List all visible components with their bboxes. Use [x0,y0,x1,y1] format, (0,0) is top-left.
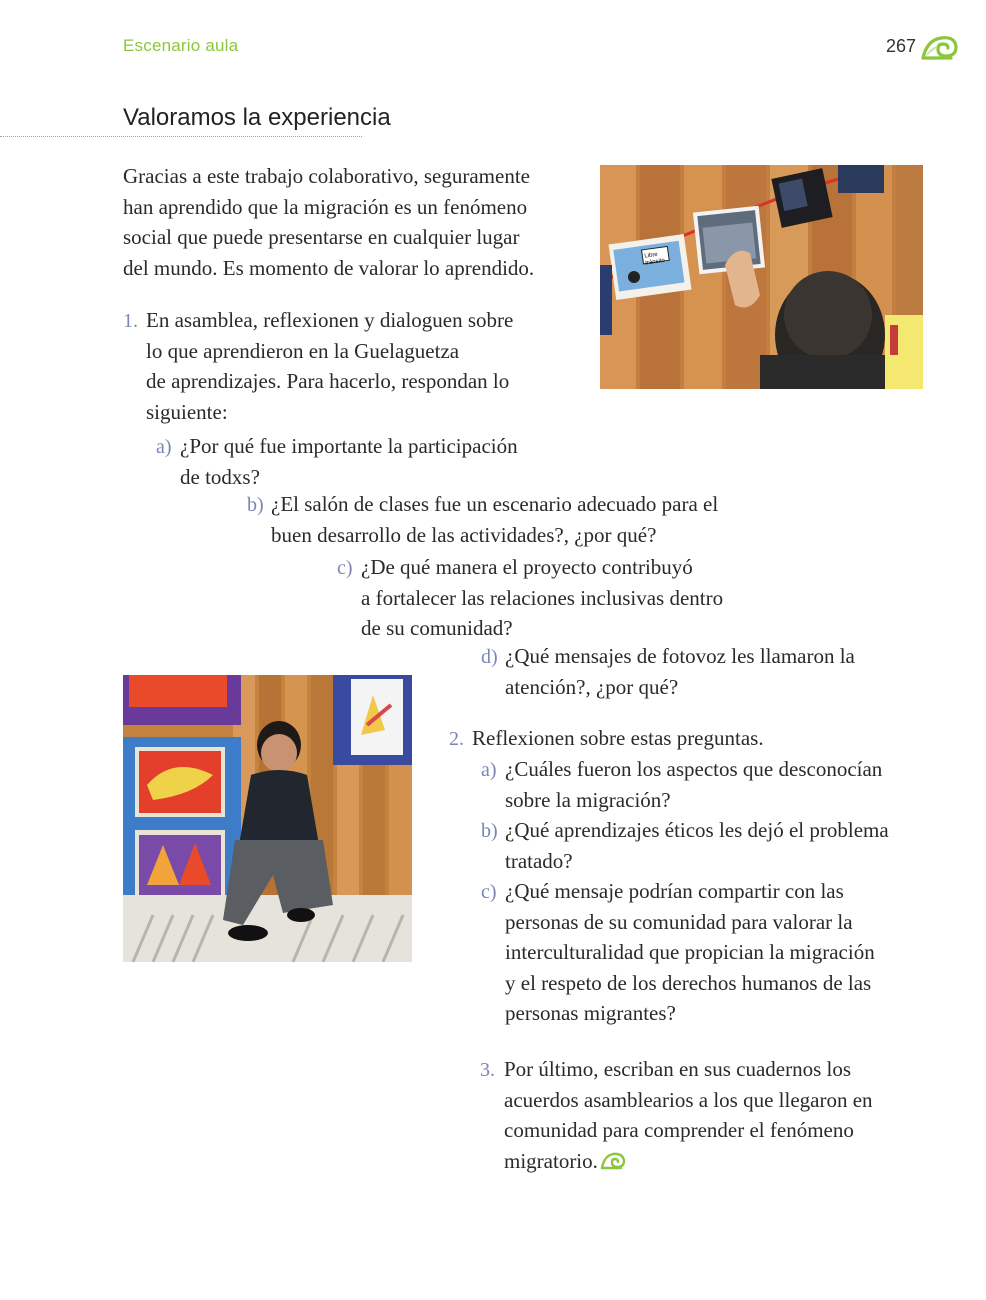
item1a-line: ¿Por qué fue importante la participación [180,434,518,458]
item2c-line: personas de su comunidad para valorar la [505,909,853,934]
item2c-line: personas migrantes? [505,1001,676,1025]
page-number: 267 [886,36,917,56]
list-letter: c) [337,557,353,579]
list-number: 2. [449,728,464,750]
list-letter: a) [156,436,172,458]
photo-boy-with-artwork-image [123,675,412,962]
item2-text [472,723,764,754]
item2a-line: ¿Cuáles fueron los aspectos que desconocían [505,757,883,781]
item1a-text [180,431,518,492]
list-letter: d) [481,646,498,668]
item3-last-line [504,1146,873,1177]
item1c-text [361,552,723,644]
item2a-text [505,754,882,815]
item2c-line: y el respeto de los derechos humanos de las [505,970,872,995]
list-number: 3. [480,1059,495,1081]
section-title: Valoramos la experiencia [123,104,391,131]
list-letter: b) [481,820,498,842]
item2-line: Reflexionen sobre estas preguntas. [472,726,764,750]
item3-line: migratorio. [504,1148,598,1173]
intro-line: Gracias a este trabajo colaborativo, seguramente [123,164,530,188]
photo-card-text: tránsito [645,257,666,267]
item3-line: Por último, escriban en sus cuadernos los [504,1057,852,1081]
list-number: 1. [123,310,138,332]
photo-student-gallery-wall [600,165,923,389]
item3-line: comunidad para comprender el fenómeno [504,1118,854,1142]
item1-line: En asamblea, reflexionen y dialoguen sobre [146,308,514,332]
photo-student-gallery-wall-image [600,165,923,389]
item1-line: siguiente: [146,399,228,424]
list-letter: a) [481,759,497,781]
item1d-line: ¿Qué mensajes de fotovoz les llamaron la [505,644,855,668]
item3-line: acuerdos asamblearios a los que llegaron en [504,1087,873,1112]
list-letter: b) [247,494,264,516]
item1c-line: ¿De qué manera el proyecto contribuyó [361,555,693,579]
item1d-text [505,641,855,702]
item1b-text [271,489,718,550]
header-section-name: Escenario aula [123,36,239,55]
title-divider [0,136,362,137]
item1d-line: atención?, ¿por qué? [505,674,679,699]
intro-line: del mundo. Es momento de valorar lo aprendido. [123,255,535,280]
item2b-line: ¿Qué aprendizajes éticos les dejó el problema [505,818,889,842]
item1c-line: de su comunidad? [361,616,513,640]
item2c-text [505,876,875,1029]
item2c-line: interculturalidad que propician la migración [505,940,875,964]
intro-paragraph [123,161,534,283]
photo-boy-with-artwork [123,675,412,962]
list-letter: c) [481,881,497,903]
item1-text [146,305,513,427]
item1-line: de aprendizajes. Para hacerlo, respondan lo [146,369,510,393]
intro-line: han aprendido que la migración es un fenómeno [123,194,528,219]
snail-icon [921,30,959,62]
item3-text [504,1054,873,1176]
item1b-line: buen desarrollo de las actividades?, ¿por qué? [271,522,657,547]
item2c-line: ¿Qué mensaje podrían compartir con las [505,879,844,903]
item1-line: lo que aprendieron en la Guelaguetza [146,338,460,363]
item1b-line: ¿El salón de clases fue un escenario adecuado para el [271,492,719,516]
item2b-line: tratado? [505,848,573,873]
intro-line: social que puede presentarse en cualquier lugar [123,225,520,249]
item1a-line: de todxs? [180,464,260,489]
photo-card-text: Libre [644,251,659,260]
item1c-line: a fortalecer las relaciones inclusivas dentro [361,585,724,610]
item2a-line: sobre la migración? [505,787,671,812]
snail-end-icon [600,1149,626,1171]
item2b-text [505,815,889,876]
